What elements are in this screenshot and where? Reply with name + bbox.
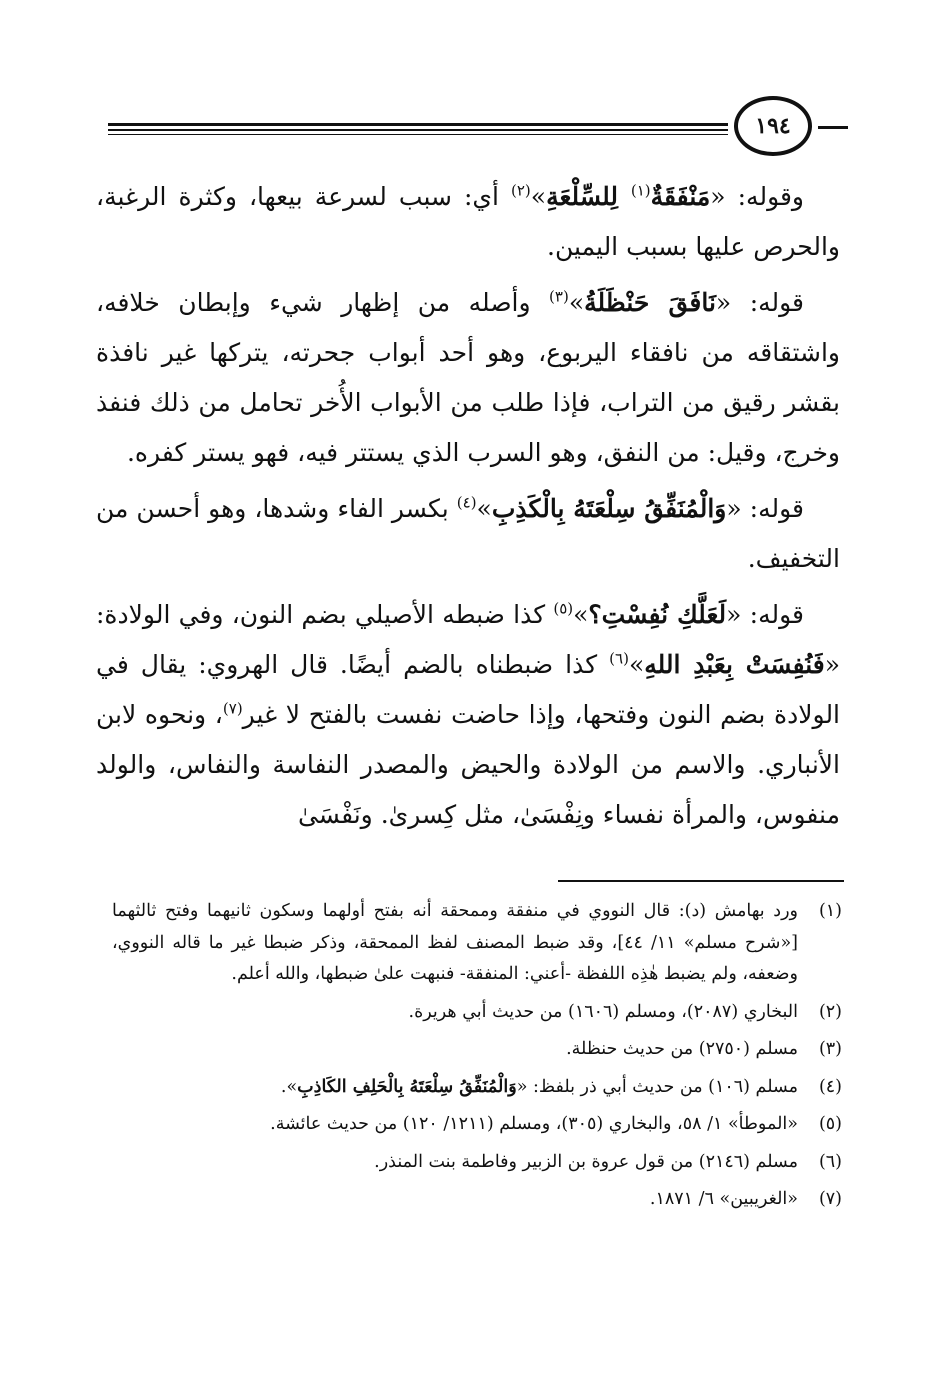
- header-rule-right: [818, 126, 848, 129]
- footnote-text: [112, 1072, 798, 1104]
- footnote: [112, 1072, 842, 1104]
- quoted-phrase: وَالْمُنَفِّقُ سِلْعَتَهُ بِالْحَلِفِ الكَاذِبِ: [297, 1076, 517, 1097]
- text-run: »: [530, 182, 547, 211]
- footnote-text: ورد بهامش (د): قال النووي في منفقة وممحقة أنه بفتح أولهما وسكون ثانيهما وفتح ثالثهما [«شرح مسلم» ١١/ ٤٤]، وقد ضبط المصنف لفظ الممحقة، وذكر ضبطا غير ما قاله النووي، وضعفه، ولم يضبط هٰذِه اللفظة -أعني: المنفقة- فنبهت علىٰ ضبطها، والله أعلم.: [112, 901, 798, 984]
- footnote-ref: (٥): [553, 599, 574, 618]
- footnote-text: مسلم (٢١٤٦) من قول عروة بن الزبير وفاطمة بنت المنذر.: [374, 1151, 798, 1172]
- footnote: [112, 997, 842, 1029]
- footnote-number: (٢): [818, 1001, 842, 1022]
- text-run: »: [573, 600, 589, 629]
- footnote-ref: (٣): [549, 287, 569, 306]
- text-run: بكسر الفاء وشدها، وهو أحسن من التخفيف.: [96, 494, 840, 573]
- footnote-number: (٣): [818, 1039, 842, 1059]
- text-run: »: [476, 494, 492, 523]
- paragraph: [96, 590, 840, 840]
- footnote-number: (٥): [818, 1114, 842, 1134]
- footnotes: [112, 896, 842, 1222]
- footnote-text: مسلم (٢٧٥٠) من حديث حنظلة.: [566, 1039, 798, 1059]
- text-run: كذا ضبطناه بالضم أيضًا. قال الهروي: يقال في الولادة بضم النون وفتحها، وإذا حاضت نفست بالفتح لا غير: [96, 650, 841, 729]
- page-number: ١٩٤: [734, 96, 812, 156]
- main-text: [96, 172, 840, 846]
- page-header: [0, 96, 952, 166]
- footnote-number: (٦): [818, 1151, 842, 1172]
- footnote-text: البخاري (٢٠٨٧)، ومسلم (١٦٠٦) من حديث أبي هريرة.: [408, 1001, 798, 1022]
- footnote-number: (٧): [818, 1189, 842, 1209]
- header-rule: [108, 134, 728, 135]
- footnote-ref: (٦): [609, 649, 629, 668]
- footnote-text: «الموطأ» ١/ ٥٨، والبخاري (٣٠٥)، ومسلم (١٢١١/ ١٢٠) من حديث عائشة.: [270, 1114, 798, 1134]
- footnote: [112, 1184, 842, 1216]
- text-run: قوله: «: [726, 494, 804, 523]
- text-run: أي: سبب لسرعة بيعها، وكثرة الرغبة، والحرص عليها بسبب اليمين.: [96, 182, 840, 261]
- text-run: »: [628, 650, 645, 679]
- text-run: قوله: «: [726, 600, 804, 629]
- text-run: ».: [280, 1076, 298, 1097]
- quoted-phrase: فَنُفِسَتْ بِعَبْدِ اللهِ: [644, 650, 825, 679]
- text-run: »: [568, 288, 585, 317]
- text-run: كذا ضبطه الأصيلي بضم النون، وفي الولادة: «: [96, 600, 840, 679]
- paragraph: [96, 484, 840, 584]
- footnote-number: (٤): [818, 1076, 842, 1097]
- footnote: [112, 1147, 842, 1179]
- footnote-ref: (١): [630, 181, 651, 200]
- footnote-ref: (٢): [511, 181, 531, 200]
- footnote-separator: [558, 880, 844, 882]
- paragraph: [96, 278, 840, 478]
- quoted-phrase: وَالْمُنَفِّقُ سِلْعَتَهُ بِالْكَذِبِ: [491, 494, 727, 523]
- footnote: [112, 896, 842, 991]
- header-rule: [108, 129, 728, 131]
- footnote: [112, 1034, 842, 1066]
- footnote-number: (١): [818, 901, 842, 921]
- text-run: قوله: «: [715, 288, 804, 317]
- quoted-phrase: لَعَلَّكِ نُفِسْتِ؟: [588, 600, 727, 629]
- paragraph: [96, 172, 840, 272]
- quoted-phrase: مَنْفَقَةٌ: [650, 182, 711, 211]
- text-run: ، ونحوه لابن الأنباري. والاسم من الولادة والحيض والمصدر النفاسة والنفاس، والولد منفوس، والمرأة نفساء ونِفْسَىٰ، مثل كِسرىٰ. ونَفْسَىٰ: [96, 700, 840, 829]
- text-run: وقوله: «: [710, 182, 805, 211]
- text-run: وأصله من إظهار شيء وإبطان خلافه، واشتقاقه من نافقاء اليربوع، وهو أحد أبواب جحرته، يتركها غير نافذة بقشر رقيق من التراب، فإذا طلب من الأبواب الأُخر تحامل من ذلك فنفذ وخرج، وقيل: من النفق، وهو السرب الذي يستتر فيه، فهو يستر كفره.: [96, 288, 840, 467]
- text-run: مسلم (١٠٦) من حديث أبي ذر بلفظ: «: [516, 1076, 798, 1097]
- footnote-ref: (٤): [456, 493, 477, 512]
- footnote: [112, 1109, 842, 1141]
- footnote-text: «الغريبين» ٦/ ١٨٧١.: [649, 1189, 798, 1209]
- footnote-ref: (٧): [222, 699, 243, 718]
- quoted-phrase: نَافَقَ حَنْظَلَةُ: [584, 288, 716, 317]
- quoted-phrase: لِلسِّلْعَةِ: [546, 182, 631, 211]
- header-rule: [108, 123, 728, 126]
